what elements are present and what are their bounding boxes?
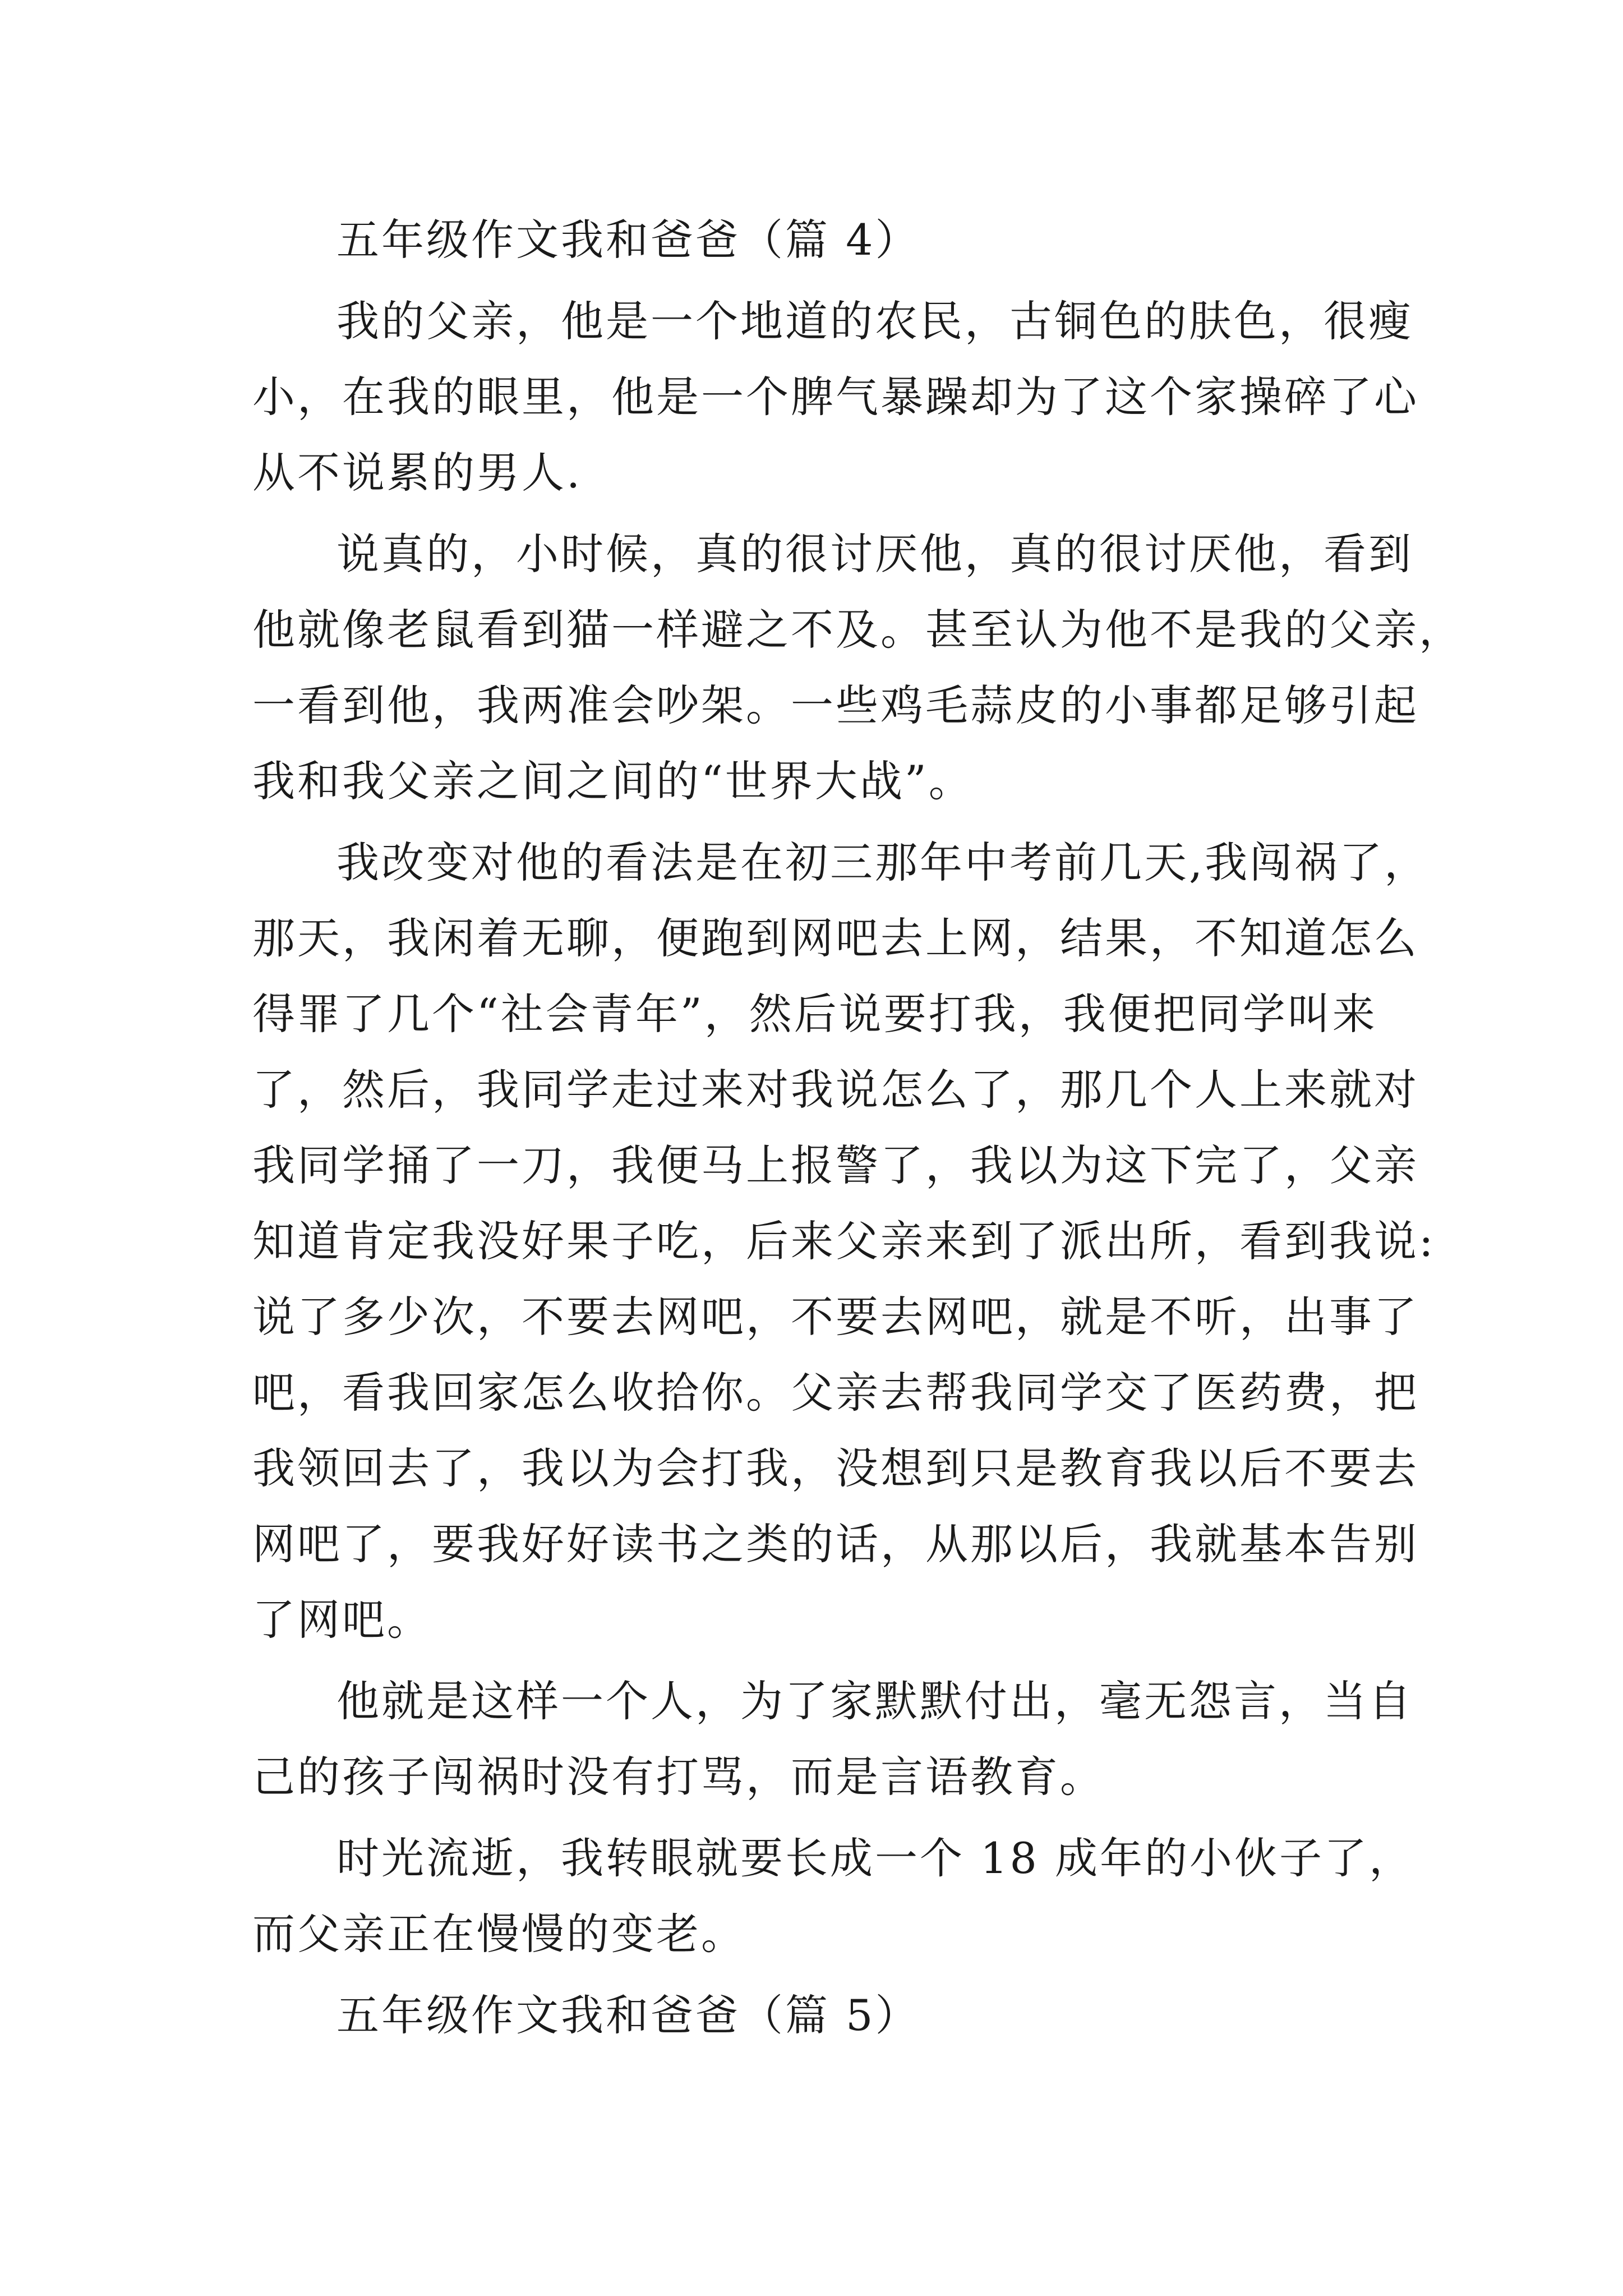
text-line: 小，在我的眼里，他是一个脾气暴躁却为了这个家操碎了心: [252, 372, 1419, 422]
paragraph: [252, 1820, 1414, 1972]
paragraph: [252, 283, 1419, 510]
text-line: 我领回去了，我以为会打我，没想到只是教育我以后不要去: [252, 1443, 1419, 1493]
text-line: 吧，看我回家怎么收拾你。父亲去帮我同学交了医药费，把: [252, 1368, 1419, 1418]
text-line: 了网吧。: [252, 1595, 432, 1645]
paragraph: [252, 825, 1436, 1658]
text-line: 我同学捅了一刀，我便马上报警了，我以为这下完了，父亲: [252, 1140, 1419, 1190]
paragraph: [252, 516, 1464, 819]
text-line: 从不说累的男人.: [252, 448, 583, 498]
text-line: 网吧了，要我好好读书之类的话，从那以后，我就基本告别: [252, 1519, 1419, 1569]
section-heading: 五年级作文我和爸爸（篇 5）: [336, 1990, 920, 2040]
text-line: 得罪了几个“社会青年”，然后说要打我，我便把同学叫来: [252, 989, 1377, 1039]
text-line: 而父亲正在慢慢的变老。: [252, 1909, 746, 1959]
text-line: 说真的，小时候，真的很讨厌他，真的很讨厌他，看到: [336, 529, 1413, 579]
text-line: 一看到他，我两准会吵架。一些鸡毛蒜皮的小事都足够引起: [252, 680, 1419, 730]
text-line: 时光流逝，我转眼就要长成一个 18 成年的小伙子了，: [336, 1833, 1414, 1883]
section-heading: 五年级作文我和爸爸（篇 4）: [336, 215, 920, 265]
text-line: 他就像老鼠看到猫一样避之不及。甚至认为他不是我的父亲，: [252, 605, 1464, 655]
text-line: 我和我父亲之间之间的“世界大战”。: [252, 756, 974, 806]
text-line: 了，然后，我同学走过来对我说怎么了，那几个人上来就对: [252, 1065, 1419, 1115]
paragraph: [252, 1663, 1413, 1815]
text-line: 我改变对他的看法是在初三那年中考前几天,我闯祸了，: [336, 838, 1430, 887]
text-line: 知道肯定我没好果子吃，后来父亲来到了派出所，看到我说:: [252, 1216, 1436, 1266]
text-line: 己的孩子闯祸时没有打骂，而是言语教育。: [252, 1752, 1105, 1802]
document-body: [252, 202, 1464, 2053]
text-line: 我的父亲，他是一个地道的农民，古铜色的肤色，很瘦: [336, 296, 1413, 346]
text-line: 那天，我闲着无聊，便跑到网吧去上网，结果，不知道怎么: [252, 913, 1419, 963]
text-line: 他就是这样一个人，为了家默默付出，毫无怨言，当自: [336, 1676, 1413, 1726]
text-line: 说了多少次，不要去网吧，不要去网吧，就是不听，出事了: [252, 1292, 1419, 1342]
